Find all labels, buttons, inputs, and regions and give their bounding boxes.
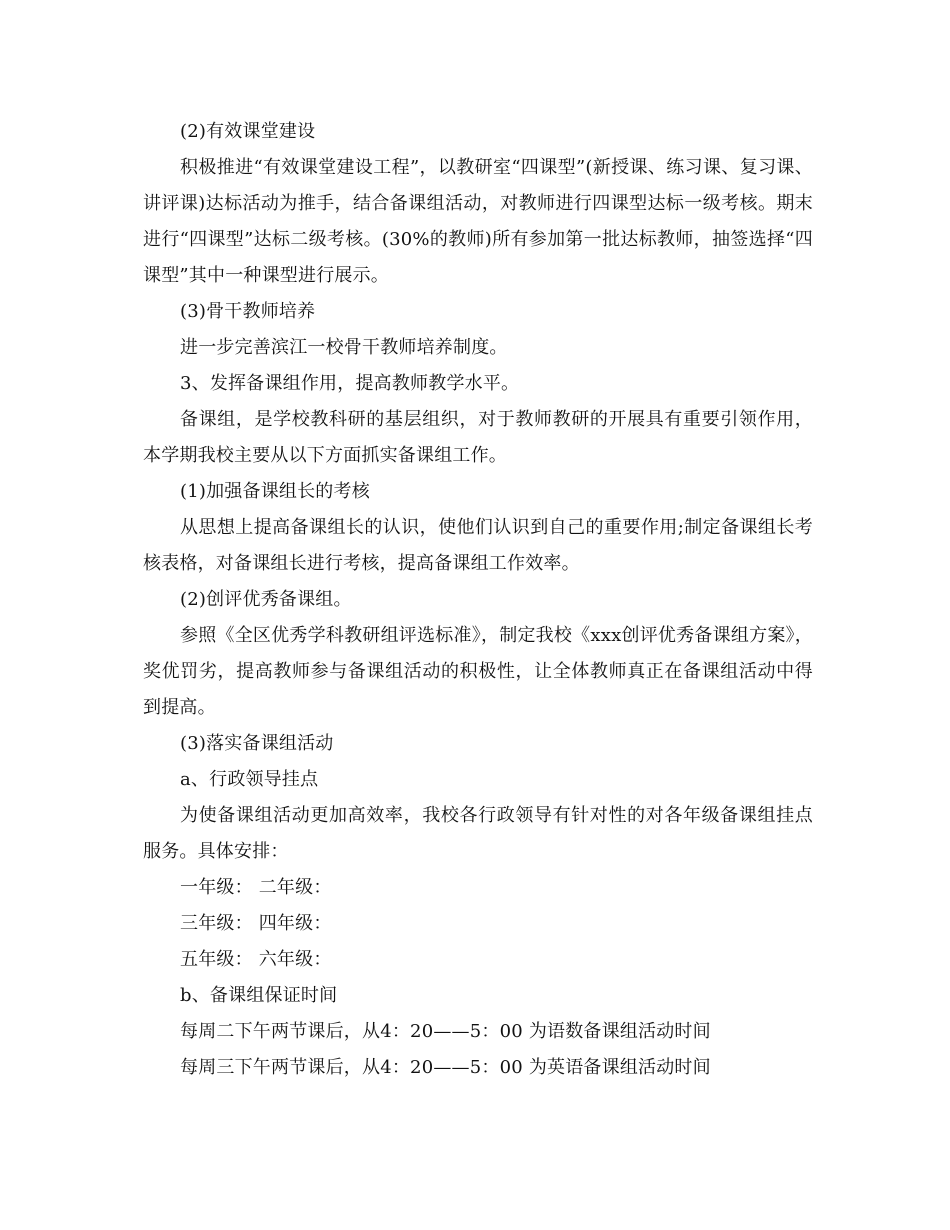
subheading-effective-classroom: (2)有效课堂建设 bbox=[180, 121, 316, 142]
subheading-group-leader-assessment: (1)加强备课组长的考核 bbox=[180, 481, 370, 502]
schedule-line-wednesday: 每周三下午两节课后，从4：20——5：00 为英语备课组活动时间 bbox=[180, 1057, 711, 1078]
subheading-group-activities: (3)落实备课组活动 bbox=[180, 733, 334, 754]
grade-line-5-6: 五年级： 六年级： bbox=[180, 949, 332, 970]
paragraph-backbone-teachers: 进一步完善滨江一校骨干教师培养制度。 bbox=[180, 337, 508, 358]
item-a-leaders: a、行政领导挂点 bbox=[180, 769, 319, 790]
subheading-backbone-teachers: (3)骨干教师培养 bbox=[180, 301, 316, 322]
schedule-line-tuesday: 每周二下午两节课后，从4：20——5：00 为语数备课组活动时间 bbox=[180, 1021, 711, 1042]
paragraph-group-leader-assessment: 从思想上提高备课组长的认识，使他们认识到自己的重要作用;制定备课组长考核表格，对备课组长进行考核，提高备课组工作效率。 bbox=[143, 517, 813, 574]
paragraph-excellent-groups: 参照《全区优秀学科教研组评选标准》，制定我校《xxx创评优秀备课组方案》，奖优罚劣，提高教师参与备课组活动的积极性，让全体教师真正在备课组活动中得到提高。 bbox=[143, 625, 813, 718]
section-heading-lesson-groups: 3、发挥备课组作用，提高教师教学水平。 bbox=[180, 373, 520, 394]
subheading-excellent-groups: (2)创评优秀备课组。 bbox=[180, 589, 352, 610]
document-body bbox=[143, 114, 813, 1086]
paragraph-leader-arrangement: 为使备课组活动更加高效率，我校各行政领导有针对性的对各年级备课组挂点服务。具体安排： bbox=[143, 805, 813, 862]
grade-line-1-2: 一年级： 二年级： bbox=[180, 877, 332, 898]
grade-line-3-4: 三年级： 四年级： bbox=[180, 913, 332, 934]
paragraph-lesson-groups-intro: 备课组，是学校教科研的基层组织，对于教师教研的开展具有重要引领作用，本学期我校主要从以下方面抓实备课组工作。 bbox=[143, 409, 813, 466]
paragraph-effective-classroom: 积极推进“有效课堂建设工程”，以教研室“四课型”(新授课、练习课、复习课、讲评课)达标活动为推手，结合备课组活动，对教师进行四课型达标一级考核。期末进行“四课型”达标二级考核。(30%的教师)所有参加第一批达标教师，抽签选择“四课型”其中一种课型进行展示。 bbox=[143, 157, 813, 286]
item-b-guaranteed-time: b、备课组保证时间 bbox=[180, 985, 338, 1006]
